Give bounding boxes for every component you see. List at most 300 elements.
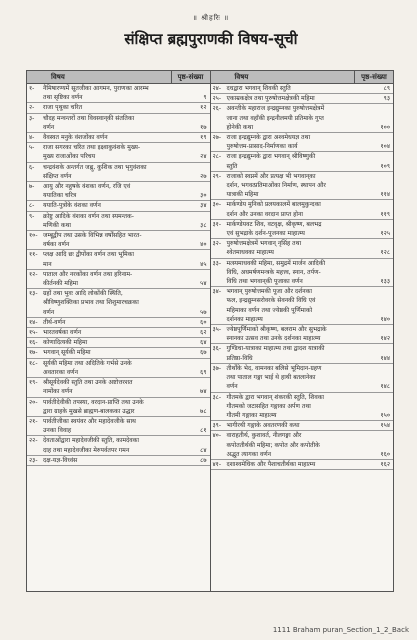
contents-entry [27, 201, 210, 211]
entry-line [211, 450, 394, 459]
contents-entry [211, 287, 394, 325]
entry-line [211, 123, 394, 132]
entry-line [27, 240, 210, 249]
entry-page-number: ४० [200, 241, 207, 249]
contents-entry [211, 431, 394, 460]
entry-page-number: ५७ [200, 308, 207, 316]
entry-title-line: द्वारा ग्राहके मुखसे ब्राह्मण-बालकका उद्धार [43, 407, 135, 415]
entry-title-line: दशाश्वमेधिक और पैशाचतीर्थका माहात्म्य [226, 460, 316, 468]
entry-number: १८- [29, 359, 38, 367]
entry-line [211, 315, 394, 324]
entry-line [27, 289, 210, 298]
entry-title-line: पार्वतीदेवीकी तपस्या, वरदान-प्राप्ति तथा उनके [43, 398, 144, 406]
header-invocation: ॥ श्रीहरिः ॥ [192, 14, 230, 22]
entry-page-number [356, 306, 393, 315]
entry-title-line: महिमाका वर्णन तथा ज्येष्ठकी पूर्णिमाको [226, 306, 313, 314]
contents-entry [27, 84, 210, 103]
entry-page-number: १४४ [380, 354, 390, 362]
entry-line [211, 114, 394, 123]
entry-number: ३९- [212, 422, 222, 430]
entry-title-line: पुरुषोत्तमक्षेत्रमें भगवान्‌ नृसिंह तथा [226, 240, 302, 248]
entry-title-line: राजा सगरका चरित तथा इक्ष्वाकुवंशके मुख्य- [43, 144, 141, 152]
entry-number: २०- [29, 398, 38, 406]
entry-line [27, 163, 210, 172]
entry-title-line: अद्भुत त्यागका वर्णन [226, 450, 272, 458]
left-entries [27, 84, 210, 466]
entry-line [211, 373, 394, 382]
contents-entry [211, 220, 394, 239]
entry-number: २६- [212, 105, 222, 113]
left-column [27, 71, 211, 591]
entry-number: २९- [212, 172, 222, 180]
entry-title-line: दाह तथा महादेवजीका मेरुपर्वतपर गमन [43, 446, 130, 454]
right-subject-heading: विषय [234, 73, 249, 81]
entry-number: ३७- [212, 364, 222, 372]
entry-page-number [173, 212, 210, 221]
contents-entry [27, 133, 210, 143]
entry-number [29, 260, 43, 269]
entry-number: ५- [29, 144, 35, 152]
entry-number [29, 152, 43, 161]
entry-number [213, 402, 227, 411]
right-page-heading: पृष्ठ-संख्या [354, 71, 393, 83]
entry-title-line: वाराहतीर्थ, कुशावर्त, नीलगङ्गा और [226, 432, 302, 440]
contents-entry [27, 182, 210, 201]
entry-line [27, 201, 210, 210]
entry-line [211, 287, 394, 296]
entry-page-number [356, 402, 393, 411]
entry-line [211, 190, 394, 199]
entry-number [29, 240, 43, 249]
entry-line [27, 378, 210, 387]
entry-page-number: ९३ [383, 95, 390, 103]
entry-title-line: प्लक्ष आदि छः द्वीपोंका वर्णन तथा भूमिका [43, 251, 134, 259]
contents-entry [27, 289, 210, 318]
entry-page-number [173, 114, 210, 123]
contents-entry [211, 94, 394, 104]
entry-page-number: ३० [200, 192, 207, 200]
entry-title-line: दर्शन, भगवत्प्रतिमाओंका निर्माण, स्थापन और [226, 182, 326, 190]
entry-page-number: ९ [203, 94, 207, 102]
entry-line [211, 84, 394, 93]
left-page-heading: पृष्ठ-संख्या [171, 71, 210, 83]
entry-number: ३१- [212, 220, 222, 228]
entry-page-number: ४५ [200, 260, 207, 268]
entry-page-number: ६० [200, 318, 207, 326]
entry-title-line: राजा इन्द्रद्युम्नके द्वारा भगवान्‌ श्रीविष्णुकी [226, 153, 316, 161]
entry-line [211, 277, 394, 286]
entry-line [27, 172, 210, 181]
entry-page-number [356, 220, 393, 229]
entry-line [211, 210, 394, 219]
entry-number [29, 191, 43, 200]
entry-title-line: तथा पाताल गङ्गा भाई थे हाथी बतलानेका [226, 374, 316, 382]
entry-title-line: भगवान्‌ सूर्यकी महिमा [43, 349, 91, 357]
entry-page-number [356, 259, 393, 268]
entry-page-number: ७४ [200, 388, 207, 396]
entry-page-number [173, 417, 210, 426]
entry-title-line: सूर्यकी महिमा तथा अदितिके गर्भसे उनके [43, 359, 132, 367]
entry-line [211, 325, 394, 334]
entry-page-number [356, 268, 393, 277]
entry-title-line: मुख्य राजाओंका परिचय [43, 153, 96, 161]
entry-title-line: ययाति-पुत्रोंके वंशका वर्णन [43, 202, 101, 210]
entry-line [211, 172, 394, 181]
entry-number [29, 426, 43, 435]
contents-entry [211, 421, 394, 431]
entry-line [211, 431, 394, 440]
entry-line [27, 368, 210, 377]
entry-number [213, 315, 227, 324]
entry-number: १६- [29, 339, 38, 347]
entry-page-number [173, 231, 210, 240]
entry-title-line: संक्षिप्त वर्णन [43, 172, 72, 180]
entry-page-number: २७ [200, 172, 207, 180]
contents-entry [27, 378, 210, 397]
entry-title-line: भागीरथी गङ्गाके अवतरणकी कथा [226, 422, 300, 430]
entry-line [27, 221, 210, 230]
entry-line [27, 436, 210, 445]
entry-line [211, 142, 394, 151]
contents-entry [211, 344, 394, 363]
entry-number: २१- [29, 417, 38, 425]
entry-page-number: १४२ [380, 335, 390, 343]
contents-entry [211, 460, 394, 470]
entry-number: १९- [29, 379, 38, 387]
entry-title-line: वैवस्वत मनुके वंशजोंका वर्णन [43, 134, 108, 142]
entry-page-number [173, 163, 210, 172]
entry-number: २४- [212, 85, 222, 92]
entry-title-line: वर्णन [226, 383, 238, 391]
entry-title-line: वर्णन [43, 123, 55, 131]
entry-page-number: १२ [200, 104, 207, 112]
entry-page-number: १५० [380, 411, 390, 419]
entry-page-number [356, 172, 393, 181]
entry-number: ९- [29, 212, 35, 220]
entry-page-number: ११९ [380, 210, 390, 218]
entry-title-line: मणिकी कथा [43, 221, 71, 229]
contents-entry [27, 328, 210, 338]
entry-line [27, 398, 210, 407]
right-column [211, 71, 394, 591]
entry-number [213, 354, 227, 363]
entry-number [29, 123, 43, 132]
entry-title-line: तीर्थ-वर्णन [43, 318, 66, 326]
entry-title-line: फल, इन्द्रद्युम्नसरोवरके सेवनकी विधि एवं [226, 297, 316, 305]
entry-number: ३८- [212, 393, 222, 401]
entry-title-line: कीर्तनकी महिमा [43, 280, 78, 288]
entry-line [211, 229, 394, 238]
entry-number: २३- [29, 456, 38, 464]
entry-number [213, 373, 227, 382]
entry-page-number: १०९ [380, 162, 390, 170]
contents-entry [27, 212, 210, 231]
entry-page-number [173, 298, 210, 307]
entry-line [211, 344, 394, 353]
entry-title-line: वर्णन [43, 308, 55, 316]
entry-line [211, 259, 394, 268]
contents-entry [27, 103, 210, 113]
contents-entry [211, 259, 394, 288]
entry-page-number: ६४ [200, 339, 207, 347]
entry-number: ३३- [212, 259, 222, 267]
right-entries [211, 84, 394, 470]
entry-page-number [173, 250, 210, 259]
entry-line [27, 359, 210, 368]
contents-table [26, 70, 394, 592]
entry-title-line: स्नानका उत्सव तथा उनके दर्शनका माहात्म्य [226, 335, 321, 343]
entry-number: ३- [29, 114, 35, 122]
entry-title-line: चौदह मन्वन्तरों तथा विवस्वान्‌की संततिका [43, 114, 135, 122]
entry-page-number: ३८ [200, 221, 207, 229]
entry-page-number: १९ [200, 134, 207, 142]
left-subject-heading: विषय [51, 73, 65, 81]
entry-title-line: ययातिका चरित्र [43, 192, 77, 200]
contents-entry [211, 239, 394, 258]
entry-number: १- [29, 85, 35, 92]
entry-title-line: पार्वतीजीका स्वयंवर और महादेवजीके साथ [43, 417, 136, 425]
entry-title-line: अवन्तीके महाराज इन्द्रद्युम्नका पुरुषोत्तमक्षेत्रमें [226, 105, 325, 113]
entry-number: २५- [212, 95, 222, 103]
entry-number [213, 450, 227, 459]
entry-number: ४१- [212, 460, 222, 468]
entry-page-number [356, 393, 393, 402]
entry-number [213, 210, 227, 219]
entry-title-line: श्वेतमाधवका माहात्म्य [226, 249, 274, 257]
entry-title-line: उनका विवाह [43, 427, 72, 435]
contents-entry [211, 133, 394, 152]
entry-line [211, 460, 394, 469]
contents-entry [211, 325, 394, 344]
entry-title-line: देवताओंद्वारा महादेवजीकी स्तुति, कामदेवका [43, 437, 139, 445]
entry-line [211, 354, 394, 363]
entry-number [29, 387, 43, 396]
entry-number [29, 368, 43, 377]
entry-title-line: प्रतिष्ठा-विधि [226, 354, 253, 362]
entry-page-number: ६२ [200, 329, 207, 337]
contents-entry [27, 359, 210, 378]
entry-title-line: श्रीविष्णुशक्तिका प्रभाव तथा शिशुमारचक्रका [43, 299, 139, 307]
entry-line [211, 162, 394, 171]
entry-line [211, 181, 394, 190]
entry-page-number [356, 325, 393, 334]
entry-page-number: ५४ [200, 280, 207, 288]
entry-line [27, 114, 210, 123]
entry-page-number [356, 344, 393, 353]
entry-line [211, 296, 394, 305]
entry-number [213, 248, 227, 257]
entry-title-line: जम्बूद्वीप तथा उसके विभिन्न वर्षोंसहित भारत- [43, 232, 142, 240]
contents-entry [27, 318, 210, 328]
entry-page-number [173, 143, 210, 152]
entry-line [27, 133, 210, 142]
entry-number [29, 93, 43, 102]
entry-title-line: आयु और नहुषके वंशका वर्णन, रजि एवं [43, 183, 131, 191]
entry-number: ३६- [212, 345, 222, 353]
entry-number [213, 181, 227, 190]
entry-title-line: मार्कण्डेयवट शिव, वटवृक्ष, श्रीकृष्ण, बलभद्र [226, 220, 322, 228]
entry-title-line: मान [43, 260, 52, 268]
entry-line [211, 104, 394, 113]
entry-title-line: वर्षका वर्णन [43, 241, 70, 249]
entry-page-number [173, 182, 210, 191]
entry-title-line: विधि तथा भगवान्‌की पूजाका वर्णन [226, 278, 303, 286]
entry-line [27, 279, 210, 288]
contents-entry [27, 114, 210, 133]
entry-page-number: ८१ [200, 427, 207, 435]
entry-title-line: राजा पृथुका चरित [43, 104, 83, 112]
entry-page-number: ८४ [200, 446, 207, 454]
entry-line [27, 143, 210, 152]
entry-line [27, 84, 210, 93]
entry-page-number [173, 378, 210, 387]
entry-line [27, 456, 210, 465]
entry-line [27, 387, 210, 396]
entry-number [213, 190, 227, 199]
entry-line [211, 248, 394, 257]
entry-line [211, 152, 394, 161]
entry-page-number [356, 364, 393, 373]
entry-page-number: १४८ [380, 383, 390, 391]
entry-line [211, 268, 394, 277]
entry-page-number: ८७ [200, 456, 207, 464]
entry-number: ८- [29, 202, 35, 210]
entry-line [27, 308, 210, 317]
contents-entry [27, 270, 210, 289]
entry-line [211, 441, 394, 450]
contents-entry [27, 231, 210, 250]
entry-page-number: १०४ [380, 143, 390, 151]
contents-entry [211, 393, 394, 422]
entry-page-number: १६२ [380, 460, 390, 468]
entry-title-line: राजाको स्वप्नमें और प्रत्यक्ष भी भगवान्‌का [226, 172, 316, 180]
entry-number [213, 162, 227, 171]
entry-line [27, 298, 210, 307]
entry-page-number: ८९ [383, 85, 390, 92]
entry-page-number: ७८ [200, 407, 207, 415]
entry-line [27, 93, 210, 102]
entry-page-number: १२५ [380, 230, 390, 238]
entry-title-line: नैमिषारण्यमें सूतजीका आगमन, पुराणका आरम्भ [43, 85, 149, 92]
entry-title-line: कोणादित्यकी महिमा [43, 339, 88, 347]
contents-entry [27, 348, 210, 358]
entry-title-line: क्रोष्टु आदिके वंशका वर्णन तथा स्यमन्तक- [43, 212, 134, 220]
entry-page-number: १४० [380, 315, 390, 323]
entry-line [27, 407, 210, 416]
entry-line [27, 260, 210, 269]
entry-line [211, 133, 394, 142]
entry-number [213, 306, 227, 315]
entry-number: ४- [29, 134, 35, 142]
contents-entry [27, 417, 210, 436]
entry-line [27, 270, 210, 279]
entry-line [27, 152, 210, 161]
entry-line [27, 182, 210, 191]
document-page [26, 10, 396, 608]
entry-line [27, 318, 210, 327]
entry-title-line: पुरुषोत्तम-प्रासाद-निर्माणका कार्य [226, 143, 298, 151]
entry-title-line: चन्द्रवंशके अन्तर्गत जह्नु, कुशिक तथा भृगुवंशका [43, 163, 147, 171]
entry-title-line: कपोततीर्थकी महिमा; कपोत और कपोतीके [226, 441, 320, 449]
entry-number: १७- [29, 349, 38, 357]
entry-page-number [356, 239, 393, 248]
entry-number: २२- [29, 437, 38, 445]
entry-title-line: गौतमके द्वारा भगवान्‌ शंकरकी स्तुति, शिवका [226, 393, 324, 401]
entry-number [29, 221, 43, 230]
entry-number [213, 268, 227, 277]
entry-number [213, 123, 227, 132]
entry-title-line: गौतमको जटासहित गङ्गाका अर्पण तथा [226, 402, 311, 410]
contents-entry [211, 172, 394, 201]
entry-line [27, 250, 210, 259]
entry-line [27, 338, 210, 347]
entry-title-line: राजा इन्द्रद्युम्नके द्वारा अश्वमेधयज्ञ तथा [226, 134, 311, 142]
entry-line [211, 94, 394, 103]
entry-page-number: ११४ [380, 191, 390, 199]
entry-title-line: नामोंका वर्णन [43, 388, 73, 396]
entry-page-number [356, 152, 393, 161]
contents-entry [27, 456, 210, 466]
entry-page-number: ६७ [200, 349, 207, 357]
entry-number: १२- [29, 270, 38, 278]
entry-number: १५- [29, 329, 38, 337]
entry-page-number: १२८ [380, 249, 390, 257]
left-column-header [27, 71, 210, 84]
entry-number [213, 229, 227, 238]
entry-line [211, 393, 394, 402]
entry-line [27, 212, 210, 221]
entry-line [27, 426, 210, 435]
entry-line [211, 364, 394, 373]
entry-number [213, 411, 227, 420]
entry-number: ३०- [212, 201, 222, 209]
entry-number: २- [29, 104, 35, 112]
entry-number [213, 334, 227, 343]
entry-title-line: एकाम्रकक्षेत्र तथा पुरुषोत्तमक्षेत्रकी महिमा [226, 95, 315, 103]
entry-title-line: मार्कण्डेय मुनिको प्रलयकालमें बालमुकुन्दका [226, 201, 321, 209]
entry-number: १३- [29, 290, 38, 298]
entry-line [211, 382, 394, 391]
entry-title-line: एवं सुभद्राके दर्शन-पूजनका माहात्म्य [226, 230, 305, 238]
entry-page-number [356, 287, 393, 296]
entry-line [27, 328, 210, 337]
entry-number [29, 446, 43, 455]
entry-number: ११- [29, 251, 38, 259]
entry-line [27, 191, 210, 200]
entry-number [29, 279, 43, 288]
entry-page-number [356, 296, 393, 305]
entry-title-line: पाताल और नरकोंका वर्णन तथा हरिनाम- [43, 270, 133, 278]
contents-entry [211, 364, 394, 393]
entry-number [213, 382, 227, 391]
entry-title-line: दर्शन और उनका वरदान प्राप्त होना [226, 210, 303, 218]
entry-page-number [356, 431, 393, 440]
entry-number: ३४- [212, 288, 222, 296]
entry-page-number [173, 84, 210, 93]
right-column-header [211, 71, 394, 84]
contents-entry [27, 163, 210, 182]
entry-title-line: दधद्वारा भगवान्‌ शिवकी स्तुति [226, 85, 291, 92]
entry-title-line: जाना तथा वहाँकी इन्द्रनीलमयी प्रतिमाके गुप्त [226, 114, 324, 122]
entry-line [211, 411, 394, 420]
entry-page-number [356, 114, 393, 123]
entry-title-line: यात्राकी महिमा [226, 191, 259, 199]
entry-title-line: अवतारका वर्णन [43, 368, 78, 376]
entry-number: १०- [29, 232, 38, 240]
entry-page-number [356, 441, 393, 450]
entry-page-number: ३४ [200, 202, 207, 210]
entry-line [27, 103, 210, 112]
